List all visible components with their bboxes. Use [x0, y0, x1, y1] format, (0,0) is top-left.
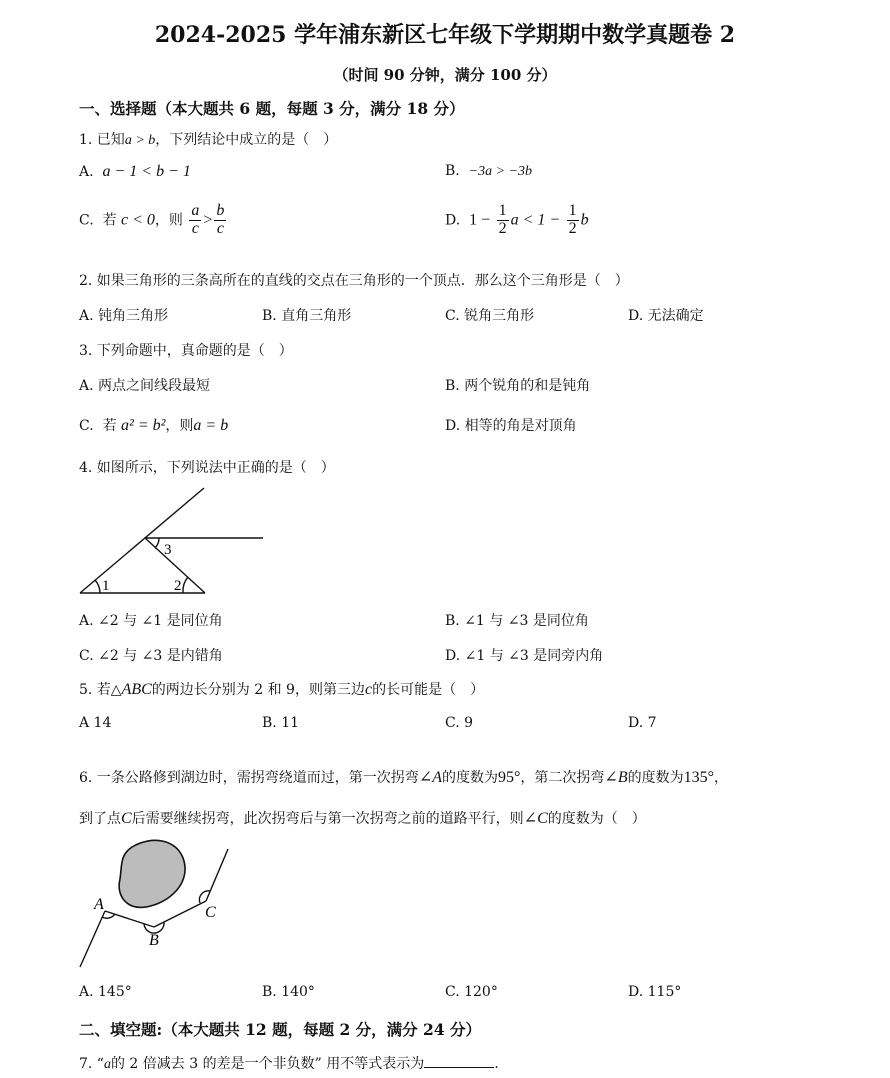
question-7-stem [79, 1053, 499, 1073]
q5-side-c: c [364, 681, 373, 698]
q4-label-3: 3 [164, 542, 172, 558]
q2-option-a[interactable]: A. 钝角三角形 [79, 308, 169, 324]
q5-stem-mid: 的两边长分别为 2 和 9，则第三边 [151, 682, 365, 698]
section-heading-fill: 二、填空题:（本大题共 12 题，每题 2 分，满分 24 分） [79, 1020, 482, 1039]
q5-option-d[interactable]: D. 7 [628, 715, 657, 731]
q3-option-c[interactable] [79, 415, 228, 435]
q7-answer-blank[interactable] [424, 1055, 494, 1068]
q1-stem-text: 1. 已知 [79, 132, 125, 148]
page-title: 2024-2025 学年浦东新区七年级下学期期中数学真题卷 2 [154, 22, 736, 48]
q1-c-cond: c < 0 [121, 211, 155, 229]
q5-option-a[interactable]: A 14 [79, 715, 112, 731]
q6-degree-95: 95° [498, 769, 521, 786]
fraction-b-over-c: $\frac{b}{c}$ [216, 202, 225, 237]
q4-angle-3-arc [155, 538, 159, 548]
option-label: D. [445, 212, 461, 229]
q6-label-a: A [94, 896, 104, 913]
q5-stem-text: 5. 若△ [79, 682, 122, 698]
q7-text: . [494, 1056, 499, 1072]
fraction-half-1: $\frac{1}{2}$ [498, 202, 507, 237]
q2-option-b[interactable]: B. 直角三角形 [262, 308, 352, 324]
q6-road-segment-1 [80, 911, 105, 967]
q6-figure [70, 835, 250, 975]
q7-text: 的 2 倍减去 3 的差是一个非负数” 用不等式表示为 [110, 1056, 425, 1072]
q3-c-expr2: a = b [193, 417, 229, 434]
q4-option-a[interactable]: A. ∠2 与 ∠1 是同位角 [79, 613, 223, 629]
q6-text: ， [714, 770, 728, 786]
q1-b-expr: −3a > −3b [468, 164, 532, 179]
q6-angle-a: ∠A [418, 769, 442, 786]
page-subtitle: （时间 90 分钟，满分 100 分） [333, 66, 557, 84]
fraction-half-2: $\frac{1}{2}$ [568, 202, 577, 237]
q6-degree-135: 135° [683, 769, 714, 786]
q6-road-segment-2 [105, 911, 154, 927]
q6-text: 6. 一条公路修到湖边时，需拐弯绕道而过，第一次拐弯 [79, 770, 419, 786]
question-6-line-1 [79, 767, 728, 787]
q1-option-a[interactable] [79, 163, 191, 181]
q6-text: ，第二次拐弯 [520, 770, 605, 786]
q1-d-end: b [580, 211, 589, 229]
q1-stem-tail: ，下列结论中成立的是（ ） [155, 132, 338, 148]
q6-text: 到了点 [79, 811, 121, 827]
option-label: A. [79, 164, 94, 180]
q7-var: a [103, 1057, 111, 1072]
option-label: C. [79, 418, 94, 434]
q6-road-segment-3 [154, 901, 206, 927]
q1-d-pre: 1 − [469, 211, 491, 229]
q1-a-expr: a − 1 < b − 1 [102, 163, 191, 180]
question-4-stem: 4. 如图所示，下列说法中正确的是（ ） [79, 460, 335, 476]
relation: > [203, 211, 213, 229]
q4-option-c[interactable]: C. ∠2 与 ∠3 是内错角 [79, 648, 223, 664]
q6-angle-c: ∠C [523, 810, 548, 827]
lake-shape [119, 840, 185, 907]
q4-angle-2-arc [183, 577, 188, 593]
q6-angle-b: ∠B [604, 769, 628, 786]
q6-option-d[interactable]: D. 115° [628, 984, 682, 1000]
q1-option-d[interactable] [445, 203, 589, 238]
q6-text: 的度数为（ ） [547, 811, 646, 827]
q6-label-b: B [149, 932, 159, 949]
q5-triangle-name: ABC [121, 681, 152, 698]
option-label: B. [445, 163, 460, 179]
q2-option-d[interactable]: D. 无法确定 [628, 308, 704, 324]
q6-text: 后需要继续拐弯，此次拐弯后与第一次拐弯之前的道路平行，则 [131, 811, 524, 827]
q3-option-b[interactable]: B. 两个锐角的和是钝角 [445, 378, 591, 394]
q6-label-c: C [205, 904, 216, 921]
section-heading-choice: 一、选择题（本大题共 6 题，每题 3 分，满分 18 分） [79, 99, 465, 118]
q2-option-c[interactable]: C. 锐角三角形 [445, 308, 535, 324]
q4-figure [70, 480, 280, 600]
q4-option-b[interactable]: B. ∠1 与 ∠3 是同位角 [445, 613, 589, 629]
question-3-stem: 3. 下列命题中，真命题的是（ ） [79, 343, 293, 359]
q6-road-segment-4 [206, 849, 228, 901]
q5-stem-tail: 的长可能是（ ） [372, 682, 485, 698]
q5-option-b[interactable]: B. 11 [262, 715, 300, 731]
q4-label-1: 1 [102, 578, 110, 594]
q1-d-mid: a < 1 − [510, 211, 561, 229]
q1-condition: a > b [124, 133, 156, 148]
q4-option-d[interactable]: D. ∠1 与 ∠3 是同旁内角 [445, 648, 604, 664]
q1-c-then: ，则 [154, 212, 183, 229]
option-label: C. [79, 212, 94, 229]
q6-option-a[interactable]: A. 145° [79, 984, 132, 1000]
question-5-stem [79, 679, 484, 699]
q3-c-then: ，则 [165, 418, 194, 434]
q4-left-transversal [80, 488, 204, 593]
q1-option-c[interactable] [79, 203, 228, 238]
q6-option-c[interactable]: C. 120° [445, 984, 498, 1000]
question-6-line-2 [79, 808, 646, 828]
q5-option-c[interactable]: C. 9 [445, 715, 474, 731]
q3-c-text: 若 [102, 418, 117, 434]
q6-point-c: C [121, 810, 132, 827]
q7-text: 7. “ [79, 1056, 104, 1072]
q3-c-expr: a² = b² [121, 417, 166, 434]
q3-option-d[interactable]: D. 相等的角是对顶角 [445, 418, 577, 434]
q6-option-b[interactable]: B. 140° [262, 984, 315, 1000]
q4-label-2: 2 [174, 578, 182, 594]
q6-text: 的度数为 [442, 770, 498, 786]
q6-text: 的度数为 [627, 770, 684, 786]
fraction-a-over-c: $\frac{a}{c}$ [191, 202, 200, 237]
question-1-stem [79, 129, 337, 149]
question-2-stem: 2. 如果三角形的三条高所在的直线的交点在三角形的一个顶点．那么这个三角形是（ ） [79, 273, 629, 289]
q1-c-text: 若 [102, 212, 117, 229]
q1-option-b[interactable] [445, 163, 532, 180]
q3-option-a[interactable]: A. 两点之间线段最短 [79, 378, 211, 394]
q4-angle-1-arc [95, 580, 100, 593]
